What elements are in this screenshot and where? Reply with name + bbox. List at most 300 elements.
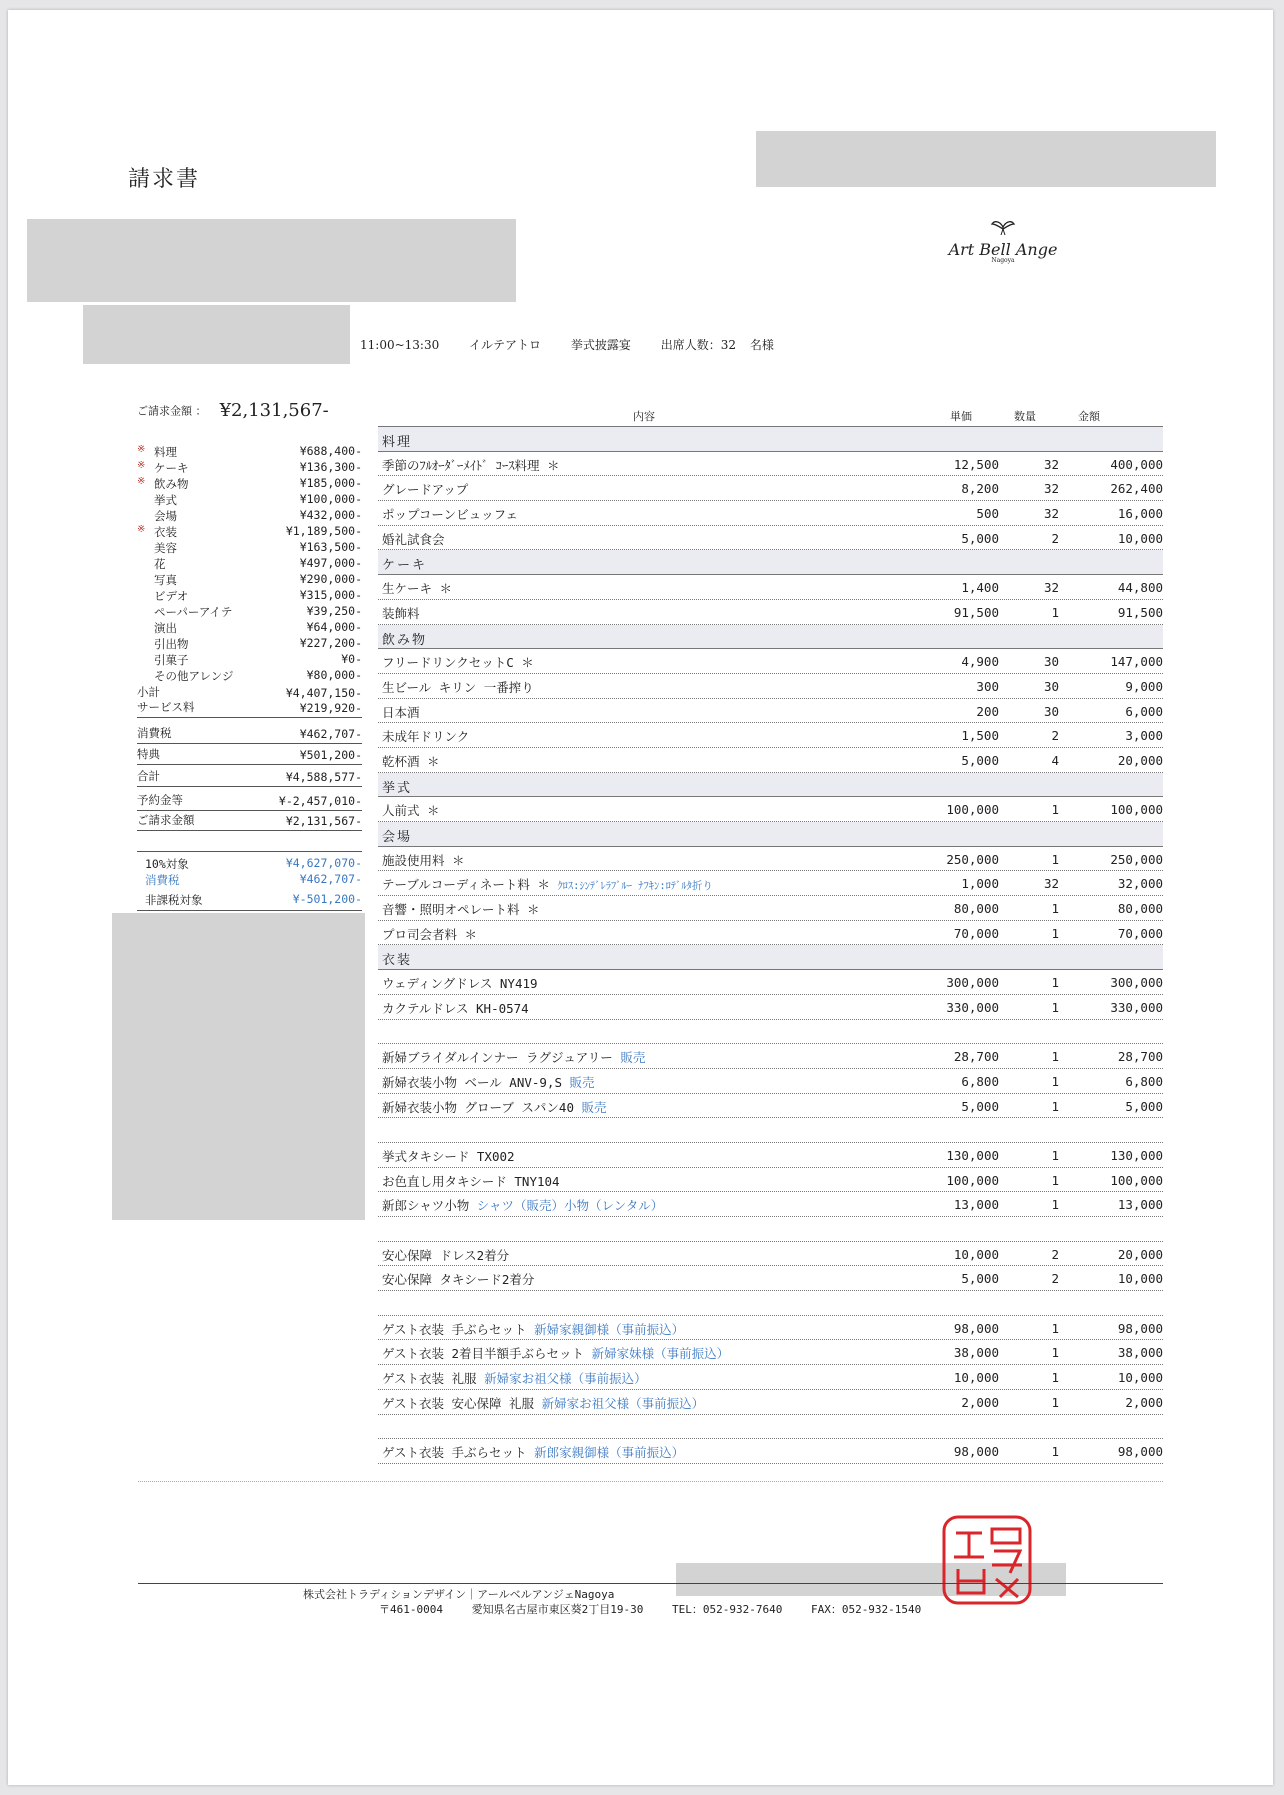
category-name: ケーキ (154, 461, 189, 475)
redacted-block (83, 305, 350, 364)
item-description (382, 925, 477, 943)
divider (138, 1583, 1163, 1584)
category-name: 会場 (154, 509, 177, 523)
item-amount: 3,000 (1125, 728, 1163, 744)
invoice-total-header (137, 400, 362, 421)
item-unit-price: 330,000 (946, 999, 999, 1015)
tax-row (137, 856, 362, 872)
category-name: 引菓子 (154, 653, 189, 667)
item-amount: 147,000 (1110, 654, 1163, 670)
item-name: グレードアップ (382, 482, 469, 498)
item-note: 新郎家親御様（事前振込） (534, 1445, 685, 1461)
item-description (382, 727, 469, 745)
category-amount: ¥136,300- (299, 460, 362, 474)
item-quantity: 1 (1051, 851, 1059, 867)
tax-label: 非課税対象 (145, 893, 203, 907)
category-amount: ¥100,000- (299, 492, 362, 506)
item-amount: 330,000 (1110, 999, 1163, 1015)
item-amount: 32,000 (1117, 876, 1163, 892)
item-name: 生ケーキ ＊ (382, 581, 453, 597)
category-name: 飲み物 (154, 477, 189, 491)
category-row (137, 556, 362, 572)
category-amount: ¥432,000- (299, 508, 362, 522)
total-label: 合計 (137, 769, 160, 783)
item-name: ウェディングドレス NY419 (382, 976, 538, 992)
document-title: 請求書 (128, 167, 201, 192)
table-row (378, 1390, 1163, 1415)
section-row (378, 550, 1163, 575)
category-name: 料理 (154, 445, 177, 459)
item-unit-price: 200 (976, 703, 999, 719)
table-row (378, 921, 1163, 946)
total-amount: ¥501,200- (299, 748, 362, 762)
item-unit-price: 100,000 (946, 1172, 999, 1188)
category-name: ビデオ (154, 589, 189, 603)
item-description (382, 1196, 663, 1214)
item-note: 新婦家親御様（事前振込） (534, 1321, 685, 1337)
category-row (137, 636, 362, 652)
item-amount: 44,800 (1117, 580, 1163, 596)
table-row (378, 1439, 1163, 1464)
section-row (378, 427, 1163, 452)
total-amount: ¥-2,457,010- (278, 794, 362, 808)
category-name: 引出物 (154, 637, 189, 651)
company-seal-icon (940, 1513, 1034, 1607)
item-description (382, 604, 420, 622)
item-amount: 98,000 (1117, 1320, 1163, 1336)
item-description (382, 900, 540, 918)
section-title: 衣装 (382, 953, 413, 969)
company-address: 愛知県名古屋市東区葵2丁目19-30 (471, 1603, 644, 1616)
table-row (378, 1143, 1163, 1168)
item-quantity: 4 (1051, 752, 1059, 768)
category-row (137, 444, 362, 460)
item-quantity: 1 (1051, 802, 1059, 818)
subtotal-row (137, 686, 362, 718)
category-row (137, 620, 362, 636)
event-guests: 出席人数：32 名様 (660, 338, 774, 352)
category-row (137, 460, 362, 476)
item-description (382, 999, 529, 1017)
item-name: カクテルドレス KH-0574 (382, 1000, 529, 1016)
item-amount: 6,800 (1125, 1073, 1163, 1089)
item-amount: 13,000 (1117, 1197, 1163, 1213)
item-unit-price: 91,500 (953, 604, 999, 620)
item-note: ｸﾛｽ:ｼﾝﾃﾞﾚﾗﾌﾞﾙｰ ﾅﾌｷﾝ:ﾛﾃﾞﾙﾀ折り (557, 880, 713, 893)
company-fax: FAX：052-932-1540 (810, 1603, 922, 1616)
item-unit-price: 6,800 (961, 1073, 999, 1089)
item-quantity: 1 (1051, 901, 1059, 917)
tax-amount: ¥462,707- (299, 872, 362, 886)
item-amount: 98,000 (1117, 1444, 1163, 1460)
table-row (378, 1266, 1163, 1291)
item-unit-price: 100,000 (946, 802, 999, 818)
item-amount: 100,000 (1110, 1172, 1163, 1188)
item-quantity: 2 (1051, 1271, 1059, 1287)
item-quantity: 30 (1043, 703, 1059, 719)
table-row (378, 452, 1163, 477)
total-label: 特典 (137, 747, 160, 761)
item-quantity: 1 (1051, 1370, 1059, 1386)
item-unit-price: 2,000 (961, 1394, 999, 1410)
redacted-block (112, 913, 365, 1220)
item-unit-price: 1,000 (961, 876, 999, 892)
invoice-total-label: ご請求金額 ： (137, 404, 207, 418)
item-description (382, 974, 538, 992)
item-description (382, 875, 713, 893)
item-name: ポップコーンビュッフェ (382, 507, 519, 523)
company-tel: TEL：052-932-7640 (671, 1603, 783, 1616)
item-unit-price: 300,000 (946, 975, 999, 991)
item-name: 施設使用料 ＊ (382, 852, 465, 868)
item-note: 新婦家お祖父様（事前振込） (541, 1395, 705, 1411)
item-name: 安心保障 タキシード2着分 (382, 1272, 535, 1288)
item-amount: 80,000 (1117, 901, 1163, 917)
table-row (378, 871, 1163, 896)
service-fee-amount: ¥219,920- (299, 701, 362, 715)
item-unit-price: 10,000 (953, 1370, 999, 1386)
item-quantity: 1 (1051, 999, 1059, 1015)
item-quantity: 32 (1043, 456, 1059, 472)
item-amount: 70,000 (1117, 925, 1163, 941)
item-description (382, 653, 534, 671)
section-row (378, 773, 1163, 798)
table-row (378, 1168, 1163, 1193)
item-amount: 28,700 (1117, 1049, 1163, 1065)
header-amount: 金額 (1078, 410, 1100, 423)
item-unit-price: 98,000 (953, 1444, 999, 1460)
item-unit-price: 250,000 (946, 851, 999, 867)
category-row (137, 604, 362, 620)
category-name: 挙式 (154, 493, 177, 507)
table-row (378, 847, 1163, 872)
item-unit-price: 5,000 (961, 1098, 999, 1114)
divider (138, 1481, 1163, 1482)
section-row (378, 822, 1163, 847)
item-name: 音響・照明オペレート料 ＊ (382, 902, 540, 918)
item-description (382, 480, 468, 498)
item-description (382, 851, 465, 869)
item-description (382, 579, 452, 597)
asterisk-mark: ※ (137, 460, 146, 471)
item-description (382, 1172, 560, 1190)
table-row (378, 575, 1163, 600)
item-quantity: 32 (1043, 481, 1059, 497)
item-name: ゲスト衣装 2着目半額手ぶらセット (382, 1346, 585, 1362)
item-unit-price: 38,000 (953, 1345, 999, 1361)
table-row (378, 1242, 1163, 1267)
event-venue: イルテアトロ (469, 338, 542, 352)
event-type: 挙式披露宴 (570, 338, 631, 352)
total-amount: ¥462,707- (299, 727, 362, 741)
item-unit-price: 1,500 (961, 728, 999, 744)
table-row (378, 797, 1163, 822)
header-quantity: 数量 (1014, 410, 1036, 423)
item-note: 販売 (569, 1074, 595, 1090)
item-unit-price: 8,200 (961, 481, 999, 497)
table-row (378, 501, 1163, 526)
company-footer (303, 1587, 943, 1617)
table-row (378, 649, 1163, 674)
item-name: 未成年ドリンク (382, 729, 470, 745)
asterisk-mark: ※ (137, 524, 146, 535)
section-title: 会場 (382, 830, 413, 845)
item-quantity: 1 (1051, 1172, 1059, 1188)
event-info (360, 336, 790, 353)
category-row (137, 652, 362, 668)
item-quantity: 32 (1043, 876, 1059, 892)
item-name: 新婦ブライダルインナー ラグジュアリー (382, 1050, 613, 1066)
item-unit-price: 5,000 (961, 1271, 999, 1287)
subtotal-label: 小計 (137, 685, 160, 699)
item-name: 婚礼試食会 (382, 531, 445, 547)
item-name: ゲスト衣装 手ぶらセット (382, 1321, 527, 1337)
table-header (378, 408, 1163, 424)
item-quantity: 32 (1043, 580, 1059, 596)
category-name: 花 (154, 557, 166, 571)
item-unit-price: 300 (976, 678, 999, 694)
table-row (378, 674, 1163, 699)
table-row (378, 970, 1163, 995)
item-quantity: 2 (1051, 1246, 1059, 1262)
item-unit-price: 130,000 (946, 1147, 999, 1163)
item-name: 安心保障 ドレス2着分 (382, 1247, 510, 1263)
totals-summary (137, 686, 362, 831)
item-quantity: 1 (1051, 1320, 1059, 1336)
table-row (378, 526, 1163, 551)
item-unit-price: 5,000 (961, 752, 999, 768)
blank-row (378, 1291, 1163, 1316)
item-quantity: 1 (1051, 1073, 1059, 1089)
item-unit-price: 28,700 (953, 1049, 999, 1065)
category-name: 写真 (154, 573, 177, 587)
item-description (382, 703, 420, 721)
category-amount: ¥80,000- (306, 668, 362, 682)
item-quantity: 30 (1043, 678, 1059, 694)
item-amount: 250,000 (1110, 851, 1163, 867)
item-description (382, 1246, 509, 1264)
item-quantity: 1 (1051, 975, 1059, 991)
total-amount: ¥4,588,577- (285, 770, 362, 784)
total-row (137, 718, 362, 744)
logo-sub: Nagoya (991, 257, 1015, 264)
item-unit-price: 10,000 (953, 1246, 999, 1262)
total-label: 予約金等 (137, 793, 183, 807)
tax-label: 消費税 (145, 873, 180, 887)
category-row (137, 508, 362, 524)
category-name: 美容 (154, 541, 177, 555)
section-title: 挙式 (382, 780, 413, 796)
item-name: 生ビール キリン 一番搾り (382, 679, 534, 695)
item-name: 人前式 ＊ (382, 803, 440, 819)
blank-row (378, 1415, 1163, 1440)
item-amount: 262,400 (1110, 481, 1163, 497)
section-title: ケーキ (382, 558, 428, 574)
item-unit-price: 70,000 (953, 925, 999, 941)
item-description (382, 1443, 684, 1461)
item-amount: 20,000 (1117, 1246, 1163, 1262)
item-amount: 10,000 (1117, 1370, 1163, 1386)
item-description (382, 678, 534, 696)
asterisk-mark: ※ (137, 476, 146, 487)
category-summary (137, 444, 362, 684)
section-title: 飲み物 (382, 632, 428, 648)
item-note: 新婦家お祖父様（事前振込） (484, 1371, 647, 1387)
angel-wings-icon (938, 218, 1068, 240)
tax-row (137, 872, 362, 888)
category-row (137, 492, 362, 508)
item-amount: 10,000 (1117, 1271, 1163, 1287)
item-unit-price: 80,000 (953, 901, 999, 917)
table-row (378, 1044, 1163, 1069)
item-note: 販売 (620, 1050, 646, 1066)
blank-row (378, 1118, 1163, 1143)
total-label: ご請求金額 (137, 813, 195, 827)
section-row (378, 625, 1163, 650)
item-unit-price: 12,500 (953, 456, 999, 472)
item-amount: 6,000 (1125, 703, 1163, 719)
item-name: 挙式タキシード TX002 (382, 1148, 515, 1164)
tax-amount: ¥4,627,070- (285, 856, 362, 870)
category-amount: ¥315,000- (299, 588, 362, 602)
item-amount: 300,000 (1110, 975, 1163, 991)
item-description (382, 752, 440, 770)
line-items-table (378, 427, 1163, 1464)
category-name: 衣装 (154, 525, 177, 539)
item-amount: 5,000 (1125, 1098, 1163, 1114)
item-quantity: 1 (1051, 925, 1059, 941)
item-name: 新郎シャツ小物 (382, 1198, 470, 1214)
category-amount: ¥1,189,500- (285, 524, 362, 538)
item-unit-price: 500 (976, 506, 999, 522)
item-name: テーブルコーディネート料 ＊ (382, 877, 550, 893)
item-quantity: 1 (1051, 1444, 1059, 1460)
item-quantity: 2 (1051, 728, 1059, 744)
table-row (378, 699, 1163, 724)
item-name: フリードリンクセットC ＊ (382, 655, 534, 671)
item-description (382, 456, 560, 474)
event-time: 11:00~13:30 (360, 338, 440, 352)
blank-row (378, 1217, 1163, 1242)
item-description (382, 1270, 534, 1288)
category-name: ペーパーアイテ (154, 605, 233, 619)
item-amount: 130,000 (1110, 1147, 1163, 1163)
total-row (137, 765, 362, 787)
category-name: 演出 (154, 621, 177, 635)
total-row (137, 787, 362, 811)
category-amount: ¥185,000- (299, 476, 362, 490)
table-row (378, 748, 1163, 773)
table-row (378, 896, 1163, 921)
table-row (378, 1192, 1163, 1217)
item-name: 日本酒 (382, 704, 420, 720)
category-row (137, 668, 362, 684)
table-row (378, 600, 1163, 625)
table-row (378, 1316, 1163, 1341)
item-description (382, 1394, 704, 1412)
item-name: ゲスト衣装 礼服 (382, 1371, 477, 1387)
item-name: 装飾料 (382, 605, 420, 621)
tax-label: 10%対象 (145, 857, 189, 871)
redacted-block (27, 219, 516, 302)
category-row (137, 476, 362, 492)
table-row (378, 1340, 1163, 1365)
item-name: お色直し用タキシード TNY104 (382, 1173, 560, 1189)
category-amount: ¥290,000- (299, 572, 362, 586)
section-row (378, 945, 1163, 970)
item-amount: 100,000 (1110, 802, 1163, 818)
asterisk-mark: ※ (137, 444, 146, 455)
item-unit-price: 5,000 (961, 530, 999, 546)
item-name: 乾杯酒 ＊ (382, 753, 440, 769)
item-amount: 2,000 (1125, 1394, 1163, 1410)
item-quantity: 32 (1043, 506, 1059, 522)
table-row (378, 1365, 1163, 1390)
tax-row (137, 892, 362, 908)
postal-code: 〒461-0004 (379, 1603, 443, 1616)
redacted-block (756, 131, 1216, 187)
item-quantity: 1 (1051, 1049, 1059, 1065)
item-unit-price: 1,400 (961, 580, 999, 596)
item-amount: 91,500 (1117, 604, 1163, 620)
tax-breakdown (137, 851, 362, 911)
category-row (137, 540, 362, 556)
company-contact (303, 1602, 943, 1617)
item-name: プロ司会者料 ＊ (382, 926, 478, 942)
section-title: 料理 (382, 435, 413, 450)
item-name: 新婦衣装小物 グローブ スパン40 (382, 1099, 574, 1115)
item-description (382, 530, 445, 548)
item-amount: 9,000 (1125, 678, 1163, 694)
item-amount: 10,000 (1117, 530, 1163, 546)
category-amount: ¥227,200- (299, 636, 362, 650)
item-description (382, 801, 440, 819)
item-description (382, 1320, 684, 1338)
category-amount: ¥39,250- (306, 604, 362, 618)
item-name: ゲスト衣装 手ぶらセット (382, 1445, 527, 1461)
table-row (378, 476, 1163, 501)
item-amount: 400,000 (1110, 456, 1163, 472)
item-description (382, 1369, 647, 1387)
invoice-sheet (8, 10, 1273, 1785)
total-row (137, 811, 362, 831)
category-row (137, 572, 362, 588)
tax-amount: ¥-501,200- (292, 892, 362, 906)
header-item: 内容 (633, 410, 655, 423)
invoice-total-value: ¥2,131,567- (219, 400, 329, 421)
item-quantity: 1 (1051, 604, 1059, 620)
brand-logo (938, 218, 1068, 264)
item-description (382, 1073, 595, 1091)
table-row (378, 995, 1163, 1020)
table-row (378, 1069, 1163, 1094)
item-quantity: 1 (1051, 1394, 1059, 1410)
item-note: 新婦家妹様（事前振込） (591, 1346, 730, 1362)
item-amount: 20,000 (1117, 752, 1163, 768)
category-name: その他アレンジ (154, 669, 234, 683)
item-quantity: 1 (1051, 1197, 1059, 1213)
item-description (382, 1147, 515, 1165)
category-row (137, 588, 362, 604)
service-fee-label: サービス料 (137, 700, 195, 714)
item-description (382, 1098, 607, 1116)
company-name: 株式会社トラディションデザイン｜アールベルアンジェNagoya (303, 1588, 615, 1601)
item-unit-price: 13,000 (953, 1197, 999, 1213)
total-row (137, 744, 362, 765)
item-name: ゲスト衣装 安心保障 礼服 (382, 1395, 535, 1411)
table-row (378, 1094, 1163, 1119)
total-label: 消費税 (137, 726, 172, 740)
